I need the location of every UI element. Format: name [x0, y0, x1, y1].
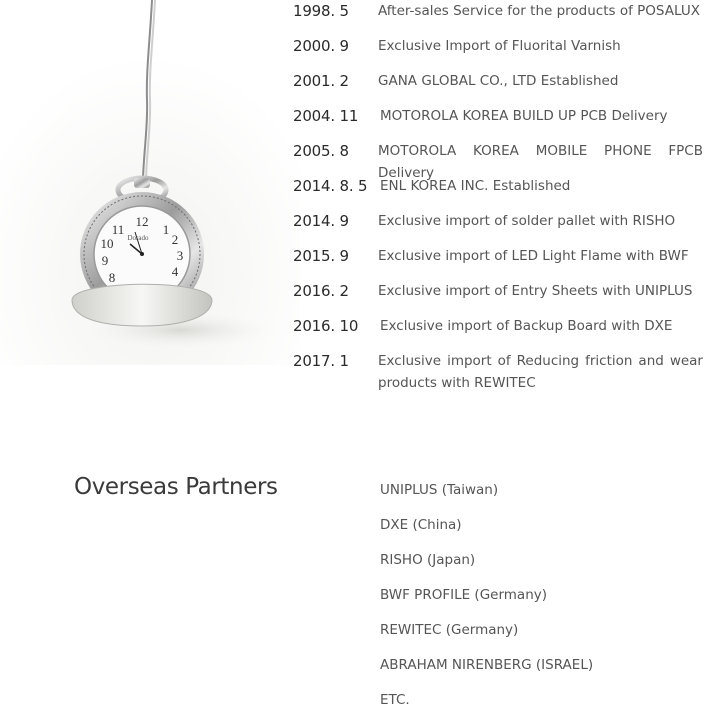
svg-text:9: 9	[101, 253, 109, 268]
history-year: 2016. 10	[293, 317, 359, 335]
svg-text:8: 8	[108, 270, 116, 285]
history-description: Exclusive import of Backup Board with DXE	[380, 318, 673, 334]
svg-text:11: 11	[111, 222, 125, 237]
partner-item: DXE (China)	[380, 517, 462, 533]
partner-item: ETC.	[380, 692, 410, 708]
pocket-watch-image	[0, 0, 300, 365]
history-description: Exclusive import of Reducing friction and wear products with REWITEC	[378, 353, 703, 391]
history-year: 2016. 2	[293, 282, 349, 300]
partner-item: RISHO (Japan)	[380, 552, 476, 568]
watch-brand: Dorado	[127, 234, 149, 242]
history-description: Exclusive Import of Fluorital Varnish	[378, 38, 621, 54]
history-year: 2017. 1	[293, 352, 349, 370]
partner-item: BWF PROFILE (Germany)	[380, 587, 548, 603]
history-year: 2004. 11	[293, 107, 359, 125]
history-year: 1998. 5	[293, 2, 349, 20]
history-description: Exclusive import of Entry Sheets with UNIPLUS	[378, 283, 693, 299]
history-year: 2015. 9	[293, 247, 349, 265]
history-description: GANA GLOBAL CO., LTD Established	[378, 73, 619, 89]
history-year: 2014. 9	[293, 212, 349, 230]
history-description: Exclusive import of solder pallet with RISHO	[378, 213, 676, 229]
partner-item: REWITEC (Germany)	[380, 622, 519, 638]
history-year: 2014. 8. 5	[293, 177, 368, 195]
partner-item: UNIPLUS (Taiwan)	[380, 482, 499, 498]
svg-text:12: 12	[135, 214, 149, 229]
watch-lid	[72, 284, 212, 326]
pocket-watch-illustration	[0, 0, 300, 365]
history-description: MOTOROLA KOREA MOBILE PHONE FPCB Delivery	[378, 143, 703, 181]
history-description: Exclusive import of LED Light Flame with BWF	[378, 248, 689, 264]
history-description: ENL KOREA INC. Established	[380, 178, 571, 194]
history-description: MOTOROLA KOREA BUILD UP PCB Delivery	[380, 108, 668, 124]
history-year: 2001. 2	[293, 72, 349, 90]
svg-text:1: 1	[162, 222, 170, 237]
history-year: 2005. 8	[293, 142, 349, 160]
svg-text:4: 4	[171, 264, 179, 279]
history-year: 2000. 9	[293, 37, 349, 55]
partner-item: ABRAHAM NIRENBERG (ISRAEL)	[380, 657, 594, 673]
svg-text:2: 2	[171, 232, 179, 247]
history-description: After-sales Service for the products of POSALUX	[378, 3, 700, 19]
partners-heading: Overseas Partners	[74, 474, 278, 500]
svg-text:3: 3	[176, 248, 184, 263]
svg-text:10: 10	[100, 236, 114, 251]
